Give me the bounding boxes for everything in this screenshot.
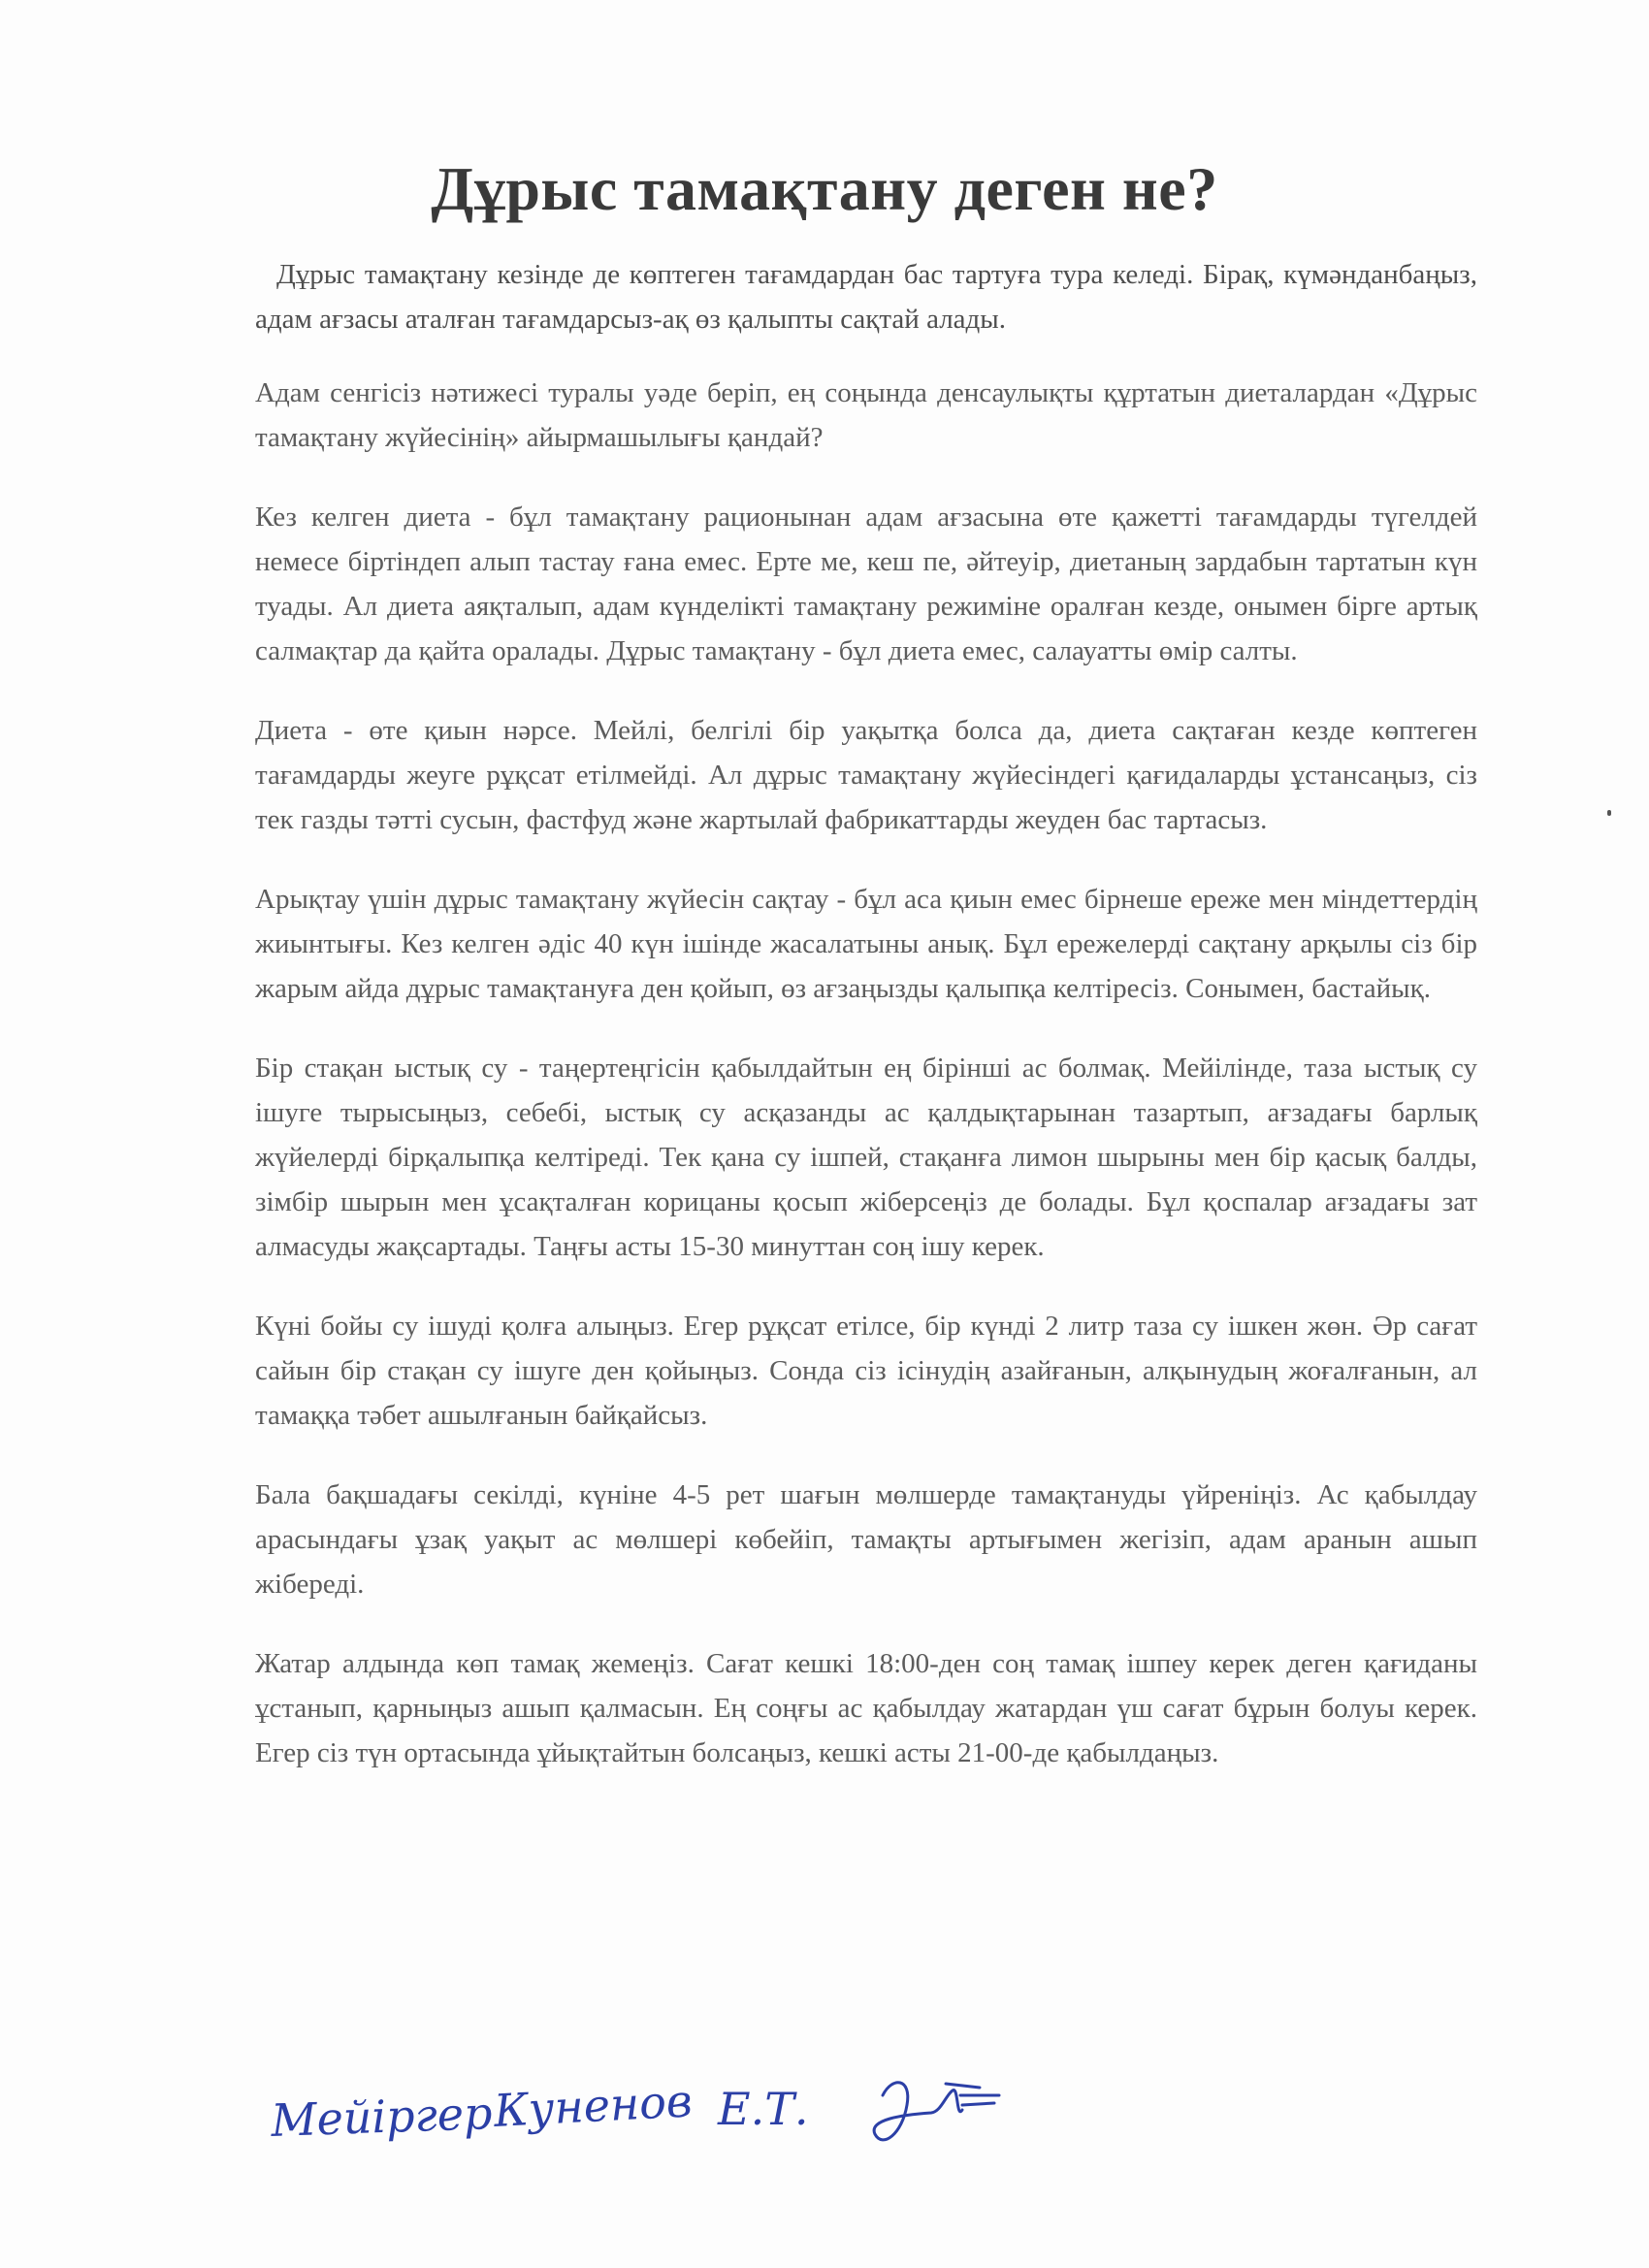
- paragraph: Диета - өте қиын нәрсе. Мейлі, белгілі бір уақытқа болса да, диета сақтаған кезде көптеген тағамдарды жеуге рұқсат етілмейді. Ал дұрыс тамақтану жүйесіндегі қағидаларды ұстансаңыз, сіз тек газды тәтті сусын, фастфуд және жартылай фабрикаттарды жеуден бас тартасыз.: [255, 715, 1477, 835]
- paragraph: Бір стақан ыстық су - таңертеңгісін қабылдайтын ең бірінші ас болмақ. Мейілінде, таза ыстық су ішуге тырысыңыз, себебі, ыстық су асқазанды ас қалдықтарынан тазартып, ағзадағы барлық жүйелерді бірқалыпқа келтіреді. Тек қана су ішпей, стақанға лимон шырыны мен бір қасық балды, зімбір шырын мен ұсақталған корицаны қосып жіберсеңіз де болады. Бұл қоспалар ағзадағы зат алмасуды жақсартады. Таңғы асты 15-30 минуттан соң ішу керек.: [255, 1053, 1477, 1262]
- paragraph: Кез келген диета - бұл тамақтану рационынан адам ағзасына өте қажетті тағамдарды түгелдей немесе біртіндеп алып тастау ғана емес. Ерте ме, кеш пе, әйтеуір, диетаның зардабын тартатын күн туады. Ал диета аяқталып, адам күнделікті тамақтану режиміне оралған кезде, онымен бірге артық салмақтар да қайта оралады. Дұрыс тамақтану - бұл диета емес, салауатты өмір салты.: [255, 502, 1477, 666]
- signature-word: Куненов: [492, 2074, 694, 2137]
- handwritten-signature: [262, 2066, 1057, 2173]
- paragraph: Бала бақшадағы секілді, күніне 4-5 рет шағын мөлшерде тамақтануды үйреніңіз. Ас қабылдау арасындағы ұзақ уақыт ас мөлшері көбейіп, тамақты артығымен жегізіп, адам аранын ашып жібереді.: [255, 1479, 1477, 1600]
- paragraph: Арықтау үшін дұрыс тамақтану жүйесін сақтау - бұл аса қиын емес бірнеше ереже мен міндеттердің жиынтығы. Кез келген әдіс 40 күн ішінде жасалатыны анық. Бұл ережелерді сақтану арқылы сіз бір жарым айда дұрыс тамақтануға ден қойып, өз ағзаңызды қалыпқа келтіресіз. Сонымен, бастайық.: [255, 884, 1477, 1004]
- signature-drawing: [262, 2066, 1057, 2173]
- scan-dot: [1607, 810, 1611, 816]
- signature-word: Е.Т.: [718, 2083, 809, 2135]
- page-title: Дұрыс тамақтану деген не?: [431, 154, 1218, 223]
- signature-scribble: [874, 2083, 999, 2140]
- signature-word: Мейіргер: [270, 2087, 494, 2147]
- paragraph: Дұрыс тамақтану кезінде де көптеген тағамдардан бас тартуға тура келеді. Бірақ, күмәнданбаңыз, адам ағзасы аталған тағамдарсыз-ақ өз қалыпты сақтай алады.: [255, 259, 1477, 335]
- paragraph: Жатар алдында көп тамақ жемеңіз. Сағат кешкі 18:00-ден соң тамақ ішпеу керек деген қағиданы ұстанып, қарныңыз ашып қалмасын. Ең соңғы ас қабылдау жатардан үш сағат бұрын болуы керек. Егер сіз түн ортасында ұйықтайтын болсаңыз, кешкі асты 21-00-де қабылдаңыз.: [255, 1648, 1477, 1768]
- document-body: [255, 252, 1477, 1810]
- paragraph: Адам сенгісіз нәтижесі туралы уәде беріп, ең соңында денсаулықты құртатын диеталардан «Дұрыс тамақтану жүйесінің» айырмашылығы қандай?: [255, 377, 1477, 453]
- paragraph: Күні бойы су ішуді қолға алыңыз. Егер рұқсат етілсе, бір күнді 2 литр таза су ішкен жөн. Әр сағат сайын бір стақан су ішуге ден қойыңыз. Сонда сіз ісінудің азайғанын, алқынудың жоғалғанын, ал тамаққа тәбет ашылғанын байқайсыз.: [255, 1311, 1477, 1431]
